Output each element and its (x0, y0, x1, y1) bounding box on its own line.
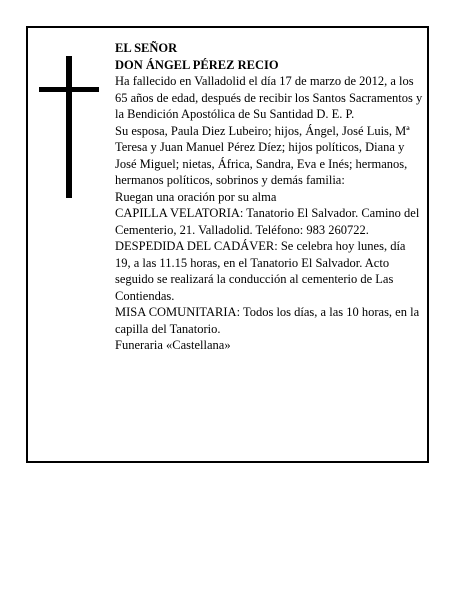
heading-line-1: EL SEÑOR (115, 41, 178, 55)
cross-vertical-bar (66, 56, 72, 198)
cross-horizontal-bar (39, 87, 99, 92)
heading-line-2: DON ÁNGEL PÉREZ RECIO (115, 57, 279, 72)
family-list: Su esposa, Paula Diez Lubeiro; hijos, Ángel, José Luis, Mª Teresa y Juan Manuel Pérez Díez; hijos políticos, Diana y José Miguel; nietas, África, Sandra, Eva e Inés; hermanos, hermanos políticos, sobrinos y demás familia: (115, 123, 410, 187)
farewell-info: DESPEDIDA DEL CADÁVER: Se celebra hoy lunes, día 19, a las 11.15 horas, en el Tanatorio El Salvador. Acto seguido se realizará la conducción al cementerio de Las Contiendas. (115, 239, 406, 303)
funeral-home: Funeraria «Castellana» (115, 338, 231, 352)
death-announcement: Ha fallecido en Valladolid el día 17 de marzo de 2012, a los 65 años de edad, después de recibir los Santos Sacramentos y la Bendición Apostólica de Su Santidad D. E. P. (115, 74, 423, 121)
obituary-frame (26, 26, 429, 463)
mass-info: MISA COMUNITARIA: Todos los días, a las 10 horas, en la capilla del Tanatorio. (115, 305, 420, 336)
chapel-info: CAPILLA VELATORIA: Tanatorio El Salvador. Camino del Cementerio, 21. Valladolid. Teléfono: 983 260722. (115, 206, 420, 237)
obituary-text (115, 40, 423, 354)
prayer-request: Ruegan una oración por su alma (115, 189, 277, 204)
cross-icon (39, 56, 99, 198)
